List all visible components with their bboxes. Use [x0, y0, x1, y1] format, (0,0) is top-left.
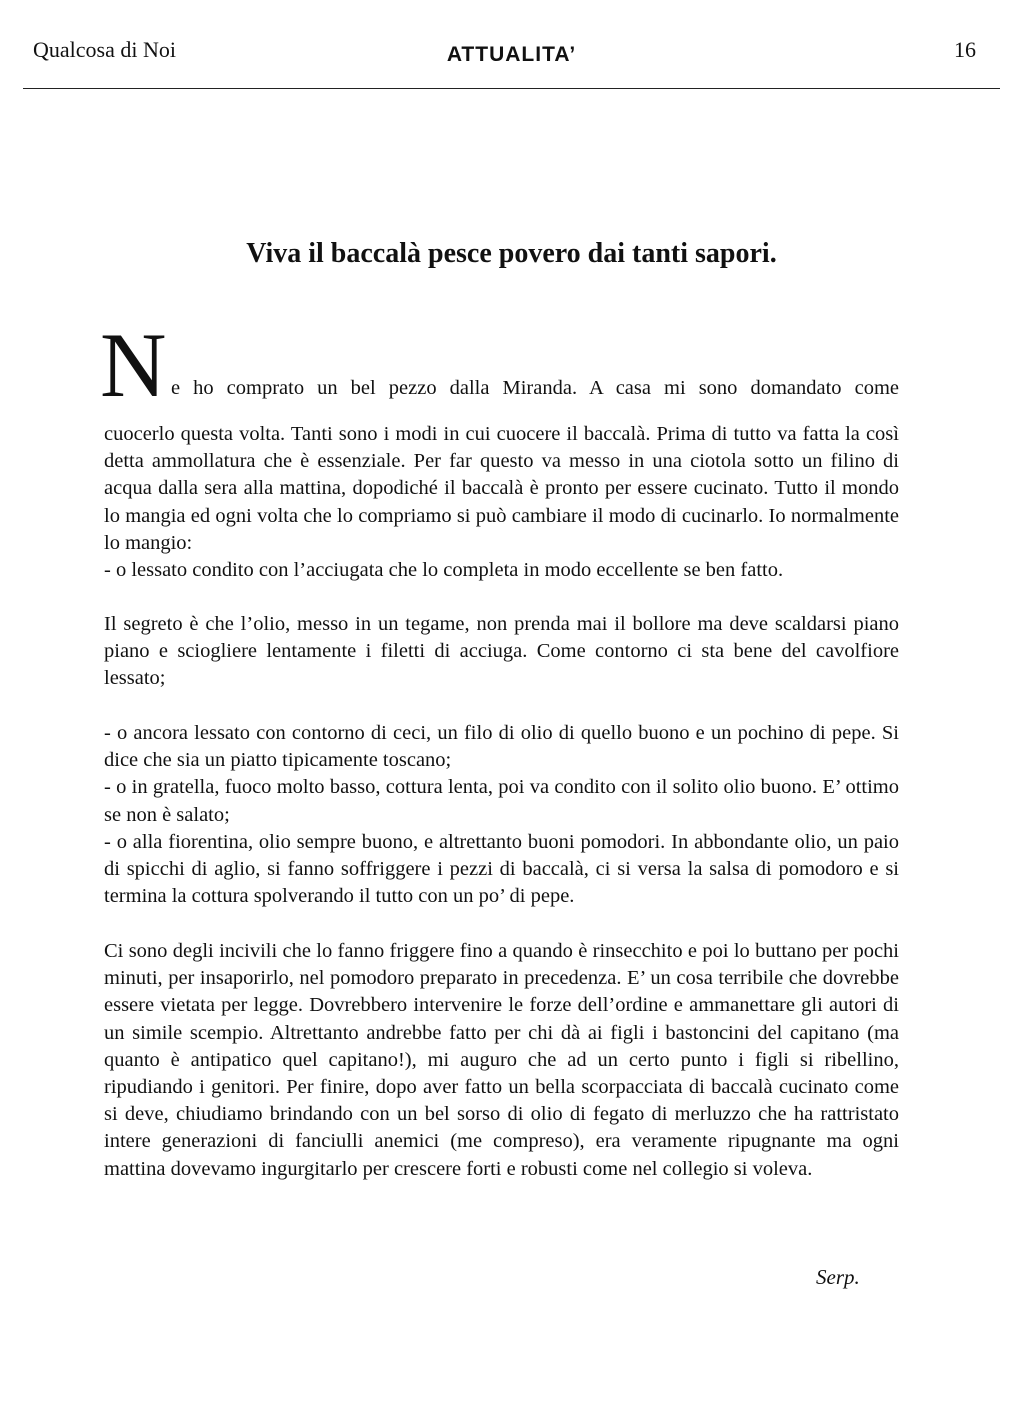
paragraph-4: [104, 938, 899, 1183]
list-item-ceci: - o ancora lessato con contorno di ceci, un filo di olio di quello buono e un pochino di pepe. Si dice che sia un piatto tipicamente toscano;: [104, 722, 899, 772]
opening-line: [100, 314, 899, 416]
list-item-gratella: - o in gratella, fuoco molto basso, cottura lenta, poi va condito con il solito olio buono. E’ ottimo se non è salato;: [104, 776, 899, 826]
list-item-acciugata: - o lessato condito con l’acciugata che lo completa in modo eccellente se ben fatto.: [104, 559, 784, 582]
article-title: Viva il baccalà pesce povero dai tanti sapori.: [246, 238, 777, 269]
page-number: 16: [954, 37, 976, 62]
paragraph-4-text: Ci sono degli incivili che lo fanno friggere fino a quando è rinsecchito e poi lo buttano per pochi minuti, per insaporirlo, nel pomodoro preparato in precedenza. E’ un cosa terribile che dovrebbe essere vietata per legge. Dovrebbero intervenire le forze dell’ordine e ammanettare gli autori di un simile scempio. Altrettanto andrebbe fatto per chi dà ai figli i bastoncini del capitano (ma quanto è antipatico quel capitano!), mi auguro che ad un certo punto i figli si ribellino, ripudiando i genitori. Per finire, dopo aver fatto un bella scorpacciata di baccalà cucinato come si deve, chiudiamo brindando con un bel sorso di olio di fegato di merluzzo che ha rattristato intere generazioni di fanciulli anemici (me compreso), era veramente ripugnante ma ogni mattina dovevamo ingurgitarlo per crescere forti e robusti come nel collegio si voleva.: [104, 940, 899, 1180]
header-divider: [23, 88, 1000, 89]
paragraph-2-text: Il segreto è che l’olio, messo in un tegame, non prenda mai il bollore ma deve scaldarsi piano piano e sciogliere lentamente i filetti di acciuga. Come contorno ci sta bene del cavolfiore lessato;: [104, 613, 899, 690]
drop-cap: N: [100, 314, 167, 416]
paragraph-1-text: cuocerlo questa volta. Tanti sono i modi in cui cuocere il baccalà. Prima di tutto va fatta la così detta ammollatura che è essenziale. Per far questo va messo in una ciotola sotto un filino di acqua dalla sera alla mattina, dopodiché il baccalà è pronto per essere cucinato. Tutto il mondo lo mangia ed ogni volta che lo compriamo si può cambiare il modo di cucinarlo. Io normalmente lo mangio:: [104, 423, 899, 554]
paragraph-3: [104, 720, 899, 910]
paragraph-2: [104, 611, 899, 693]
section-title: ATTUALITA’: [446, 43, 577, 66]
publication-name: Qualcosa di Noi: [33, 37, 176, 62]
first-line-text: e ho comprato un bel pezzo dalla Miranda. A casa mi sono domandato come: [171, 377, 899, 399]
paragraph-1: [104, 421, 899, 584]
author-signature: Serp.: [816, 1265, 860, 1289]
list-item-fiorentina: - o alla fiorentina, olio sempre buono, e altrettanto buoni pomodori. In abbondante olio, un paio di spicchi di aglio, si fanno soffriggere i pezzi di baccalà, ci si versa la salsa di pomodoro e si termina la cottura spolverando il tutto con un po’ di pepe.: [104, 830, 899, 908]
